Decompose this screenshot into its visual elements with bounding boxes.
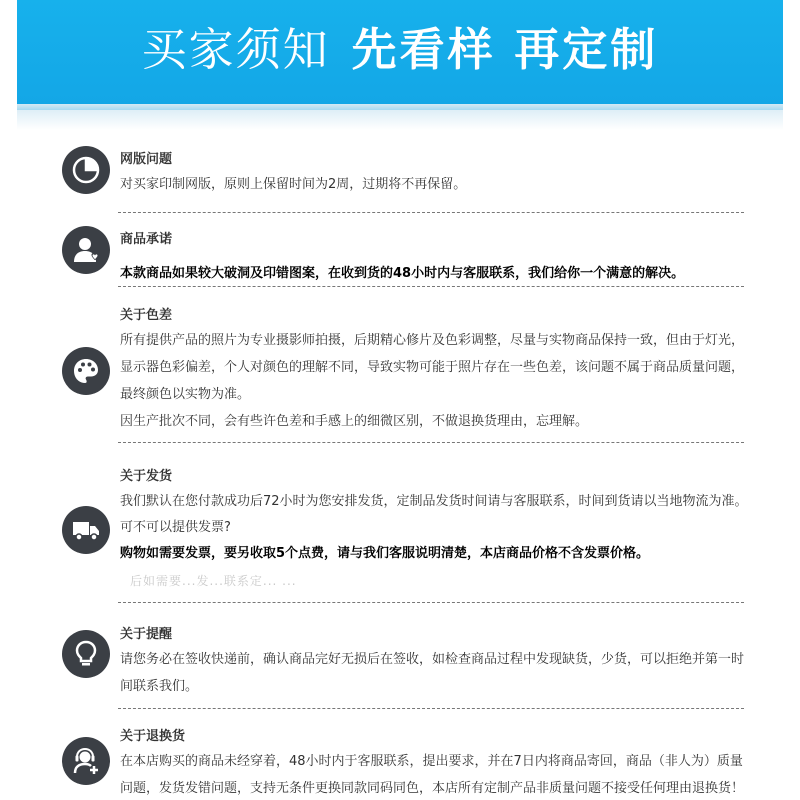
- customer-service-icon: [62, 737, 110, 785]
- section-text: 购物如需要发票，要另收取5个点费，请与我们客服说明清楚，本店商品价格不含发票价格。: [120, 546, 650, 561]
- banner-title-light: 买家须知: [141, 23, 330, 76]
- faded-text: 后如需要...发...联系定... ...: [130, 574, 297, 588]
- section-title-reminder: 关于提醒: [120, 627, 173, 642]
- section-text: 在本店购买的商品未经穿着，48小时内于客服联系，提出要求，并在7日内将商品寄回，商品（非人为）质量: [120, 754, 743, 769]
- section-text: 对买家印制网版，原则上保留时间为2周，过期将不再保留。: [120, 177, 467, 192]
- dashed-divider: [118, 602, 744, 603]
- section-text: 本款商品如果较大破洞及印错图案，在收到货的48小时内与客服联系，我们给你一个满意的解决。: [120, 266, 685, 281]
- section-title-color-difference: 关于色差: [120, 308, 173, 323]
- section-text: 我们默认在您付款成功后72小时为您安排发货，定制品发货时间请与客服联系，时间到货请以当地物流为准。: [120, 494, 748, 509]
- section-text: 显示器色彩偏差，个人对颜色的理解不同，导致实物可能于照片存在一些色差，该问题不属于商品质量问题，: [120, 360, 745, 375]
- truck-icon: [62, 506, 110, 554]
- section-text: 间联系我们。: [120, 679, 199, 694]
- dashed-divider: [118, 286, 744, 287]
- section-text: 最终颜色以实物为准。: [120, 387, 251, 402]
- user-heart-icon: [62, 226, 110, 274]
- section-title-shipping: 关于发货: [120, 469, 173, 484]
- section-title-promise: 商品承诺: [120, 232, 173, 247]
- section-text: 请您务必在签收快递前，确认商品完好无损后在签收，如检查商品过程中发现缺货，少货，可以拒绝并第一时: [120, 652, 745, 667]
- dashed-divider: [118, 212, 744, 213]
- banner-shadow: [17, 104, 783, 130]
- palette-icon: [62, 347, 110, 395]
- dashed-divider: [118, 442, 744, 443]
- dashed-divider: [118, 708, 744, 709]
- section-text: 问题，发货发错问题，支持无条件更换同款同码同色，本店所有定制产品非质量问题不接受任何理由退换货！: [120, 781, 745, 796]
- section-text: 因生产批次不同，会有些许色差和手感上的细微区别，不做退换货理由，忘理解。: [120, 414, 589, 429]
- banner-title-bold: 先看样 再定制: [351, 23, 659, 76]
- pie-chart-icon: [62, 146, 110, 194]
- section-text: 可不可以提供发票?: [120, 520, 231, 535]
- lightbulb-icon: [62, 630, 110, 678]
- section-text: 所有提供产品的照片为专业摄影师拍摄，后期精心修片及色彩调整，尽量与实物商品保持一致，但由于灯光，: [120, 333, 745, 348]
- section-title-returns: 关于退换货: [120, 729, 186, 744]
- banner-title: [0, 20, 800, 80]
- section-title-screen-plate: 网版问题: [120, 152, 173, 167]
